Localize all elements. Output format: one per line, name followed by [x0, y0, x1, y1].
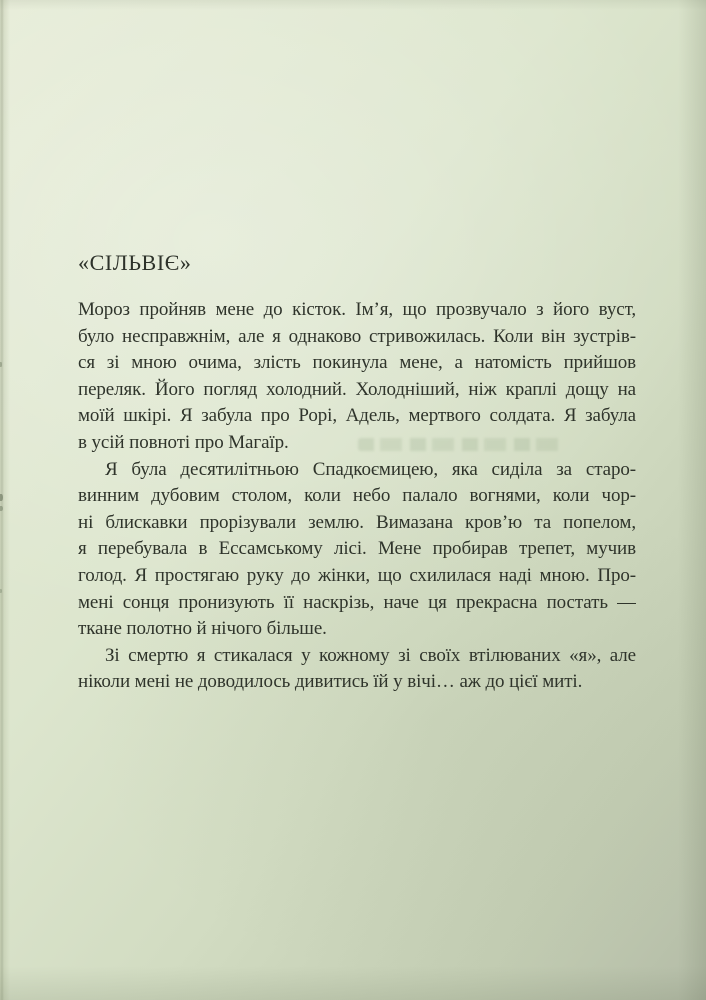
- text-line: Зі смертю я стикалася у кожному зі своїх втілюваних «я», але: [105, 644, 636, 666]
- text-line: винним дубовим столом, коли небо палало вогнями, коли чор-: [78, 485, 636, 507]
- text-line: моїй шкірі. Я забула про Рорі, Адель, мертвого солдата. Я забула: [78, 405, 636, 427]
- text-line: голод. Я простягаю руку до жінки, що схилилася наді мною. Про-: [78, 564, 636, 586]
- text-line: переляк. Його погляд холодний. Холодніший, ніж краплі дощу на: [78, 378, 636, 400]
- text-line: Я була десятилітньою Спадкоємицею, яка сиділа за старо-: [105, 458, 636, 480]
- chapter-title: «СІЛЬВІЄ»: [78, 250, 192, 275]
- page-edge-shadow-bottom: [0, 966, 706, 1000]
- text-line: ся зі мною очима, злість покинула мене, а натомість прийшов: [78, 352, 636, 374]
- text-line: було несправжнім, але я однаково стривожилась. Коли він зустрів-: [78, 325, 636, 347]
- text-line: Мороз пройняв мене до кісток. Ім’я, що прозвучало з його вуст,: [78, 299, 636, 320]
- text-line: в усій повноті про Магаїр.: [78, 431, 289, 453]
- page-edge-shadow-top: [0, 0, 706, 10]
- page-edge-mark: [0, 494, 3, 501]
- text-line: ніколи мені не доводилось дивитись їй у вічі… аж до цієї миті.: [78, 671, 583, 693]
- page-edge-mark: [0, 506, 3, 511]
- text-line: ткане полотно й нічого більше.: [78, 618, 327, 640]
- text-line: мені сонця пронизують її наскрізь, наче ця прекрасна постать —: [78, 591, 636, 613]
- body-text: [78, 297, 636, 696]
- text-line: ні блискавки прорізували землю. Вимазана кров’ю та попелом,: [78, 511, 636, 533]
- page-edge-shadow-right: [678, 0, 706, 1000]
- page-edge-mark: [0, 362, 2, 367]
- page-edge-mark: [0, 589, 2, 593]
- text-line: я перебувала в Ессамському лісі. Мене пробирав трепет, мучив: [78, 538, 636, 560]
